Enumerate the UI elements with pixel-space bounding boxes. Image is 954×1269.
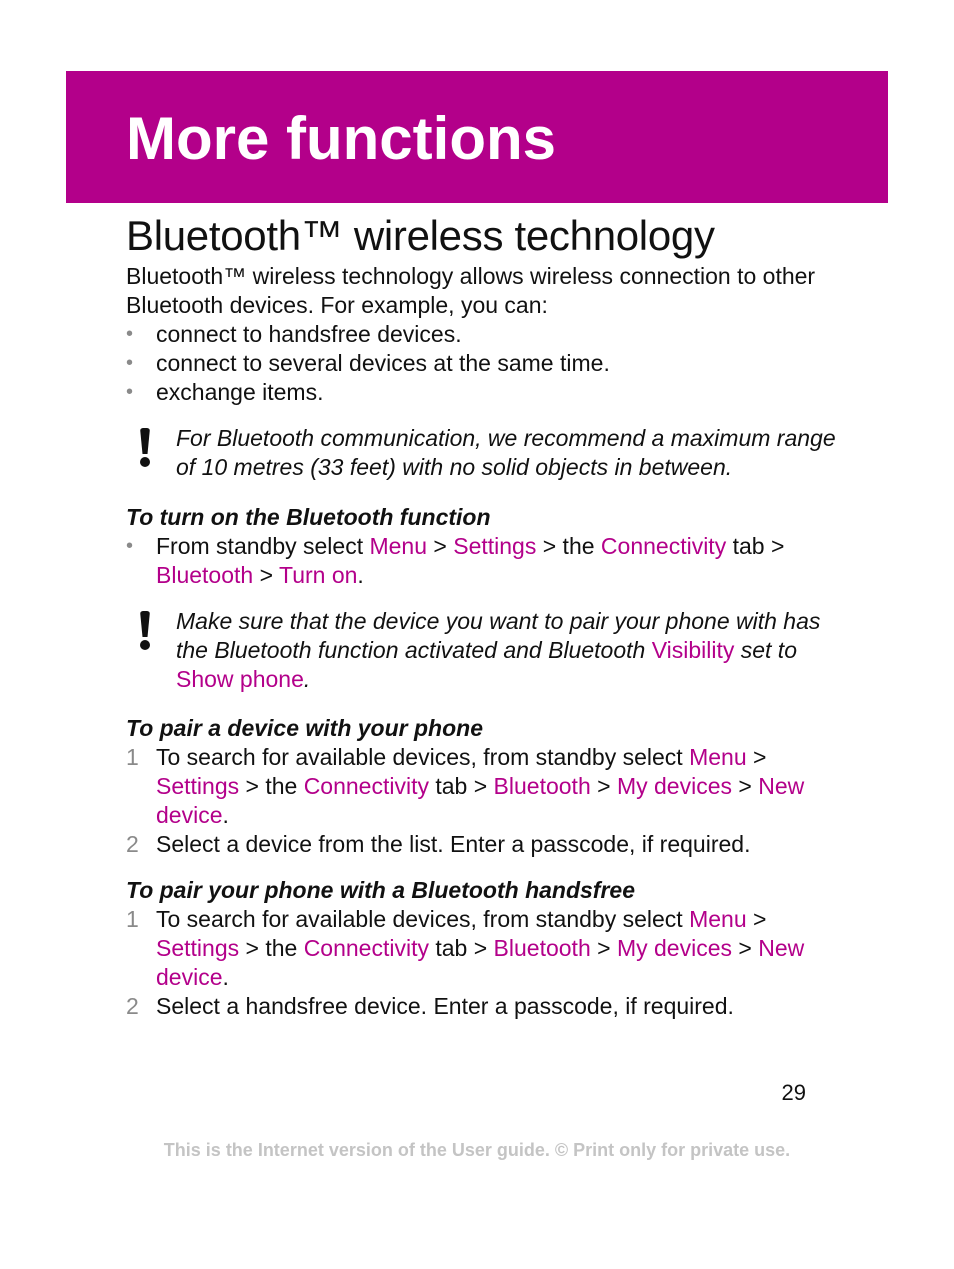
turn-on-link[interactable]: Turn on [279, 562, 358, 588]
list-item [126, 378, 836, 407]
menu-link[interactable]: Menu [689, 744, 747, 770]
connectivity-link[interactable]: Connectivity [600, 533, 727, 559]
bullet-icon: • [126, 535, 134, 557]
connectivity-link[interactable]: Connectivity [303, 773, 429, 799]
settings-link[interactable]: Settings [156, 935, 240, 961]
page-content [126, 210, 836, 1021]
section-intro: Bluetooth™ wireless technology allows wireless connection to other Bluetooth devices. For example, you can: [126, 263, 816, 318]
turn-on-list [126, 532, 836, 590]
step-item: 1 To search for available devices, from standby select Menu > Settings > the Connectivity tab > Bluetooth > My devices > New device. [126, 906, 805, 990]
step-item: 2 Select a device from the list. Enter a passcode, if required. [126, 831, 751, 857]
visibility-note: Make sure that the device you want to pair your phone with has the Bluetooth function activated and Bluetooth Visibility set to Show phone. [126, 607, 836, 694]
exclamation-icon [138, 611, 152, 651]
range-note [126, 424, 836, 482]
range-note-text: For Bluetooth communication, we recommend a maximum range of 10 metres (33 feet) with no solid objects in between. [176, 425, 836, 480]
bluetooth-link[interactable]: Bluetooth [493, 935, 591, 961]
footer-notice: This is the Internet version of the User guide. © Print only for private use. [163, 1140, 791, 1160]
step-number: 2 [126, 831, 139, 857]
show-phone-link[interactable]: Show phone [176, 666, 304, 692]
step-item: 2 Select a handsfree device. Enter a passcode, if required. [126, 993, 734, 1019]
step-number: 1 [126, 906, 139, 932]
step-number: 2 [126, 993, 139, 1019]
list-item-text: connect to several devices at the same time. [156, 350, 610, 376]
menu-link[interactable]: Menu [689, 906, 747, 932]
bluetooth-link[interactable]: Bluetooth [493, 773, 591, 799]
capability-list [126, 320, 836, 407]
list-item [126, 320, 836, 349]
pair-device-heading: To pair a device with your phone [126, 715, 483, 741]
pair-handsfree-heading: To pair your phone with a Bluetooth handsfree [126, 877, 635, 903]
chapter-banner [66, 71, 888, 203]
new-device-link[interactable]: New device [156, 773, 805, 828]
step-number: 1 [126, 744, 139, 770]
new-device-link[interactable]: New device [156, 935, 805, 990]
page-number: 29 [781, 1080, 806, 1105]
my-devices-link[interactable]: My devices [616, 935, 733, 961]
section-title: Bluetooth™ wireless technology [126, 212, 715, 259]
bullet-icon: • [126, 352, 134, 374]
turn-on-heading: To turn on the Bluetooth function [126, 504, 491, 530]
connectivity-link[interactable]: Connectivity [303, 935, 429, 961]
my-devices-link[interactable]: My devices [616, 773, 733, 799]
bullet-icon: • [126, 381, 134, 403]
settings-link[interactable]: Settings [453, 533, 537, 559]
settings-link[interactable]: Settings [156, 773, 240, 799]
menu-link[interactable]: Menu [369, 533, 428, 559]
visibility-link[interactable]: Visibility [651, 637, 735, 663]
pair-handsfree-steps [126, 905, 836, 1021]
list-item [126, 349, 836, 378]
exclamation-icon [138, 428, 152, 468]
list-item-text: connect to handsfree devices. [156, 321, 462, 347]
step-item: 1 To search for available devices, from standby select Menu > Settings > the Connectivity tab > Bluetooth > My devices > New device. [126, 744, 805, 828]
bullet-icon: • [126, 323, 134, 345]
list-item: • From standby select Menu > Settings > the Connectivity tab > Bluetooth > Turn on. [126, 533, 785, 588]
pair-device-steps [126, 743, 836, 859]
list-item-text: exchange items. [156, 379, 324, 405]
chapter-title: More functions [126, 105, 556, 172]
bluetooth-link[interactable]: Bluetooth [156, 562, 254, 588]
